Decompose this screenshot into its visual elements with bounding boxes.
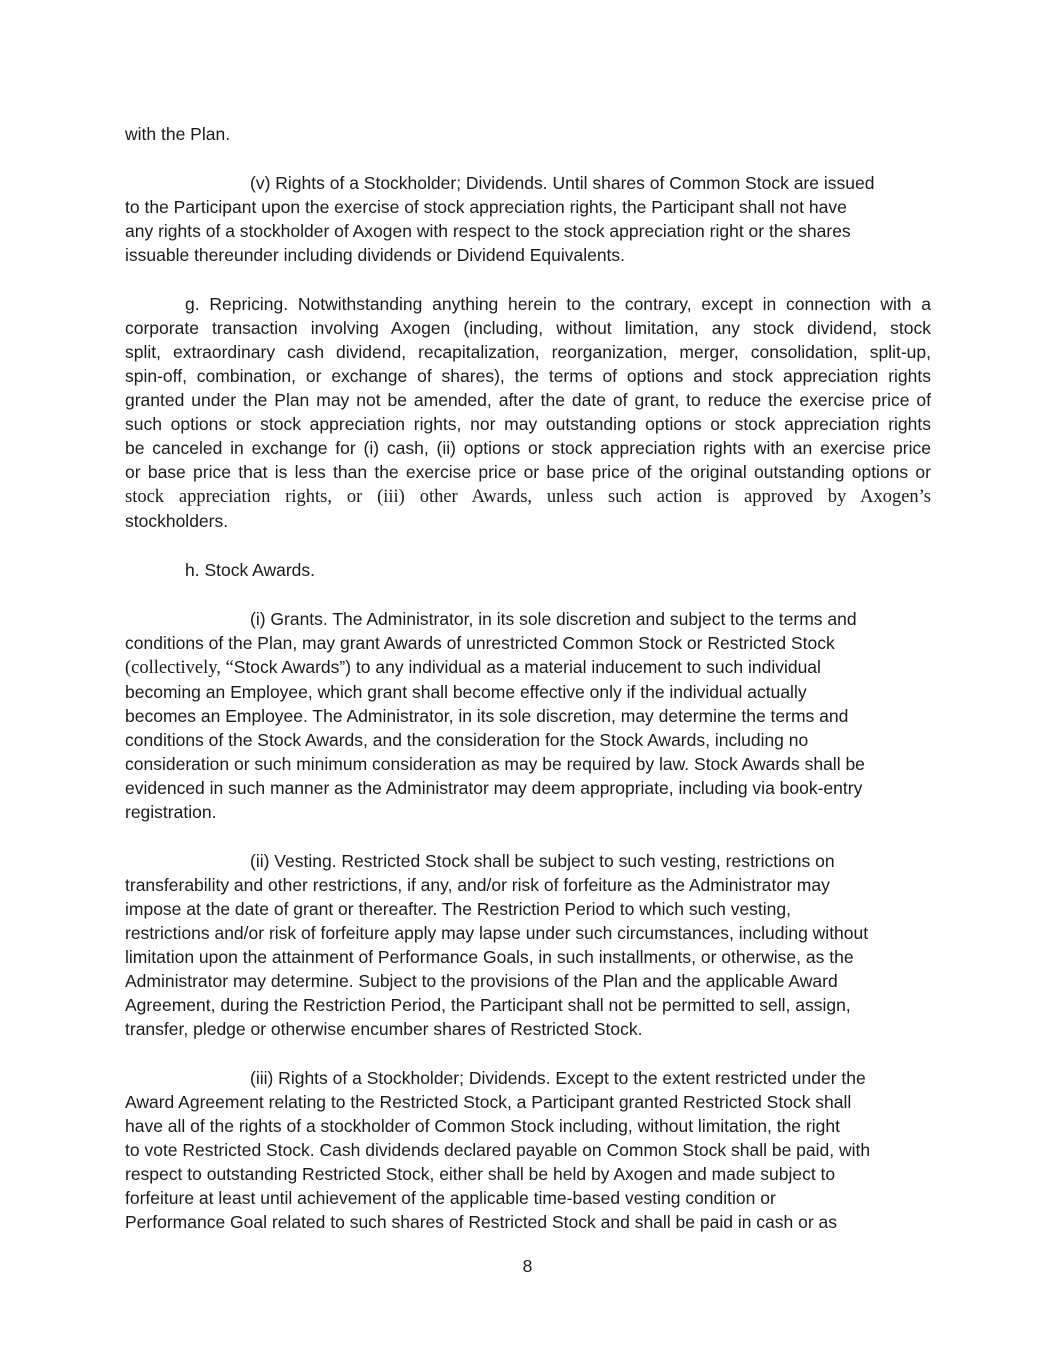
text-run: g. Repricing. Notwithstanding anything herein to the contrary, except in connection with a: [185, 294, 931, 314]
text-line: [125, 122, 931, 146]
text-run: be canceled in exchange for (i) cash, (ii) options or stock appreciation rights with an exercise price: [125, 438, 931, 458]
text-run: impose at the date of grant or thereafter. The Restriction Period to which such vesting,: [125, 899, 792, 919]
text-line: [125, 680, 931, 704]
text-run: Agreement, during the Restriction Period, the Participant shall not be permitted to sell, assign,: [125, 995, 851, 1015]
text-line: [125, 1186, 931, 1210]
text-run: transfer, pledge or otherwise encumber shares of Restricted Stock.: [125, 1019, 643, 1039]
text-run: such options or stock appreciation rights, nor may outstanding options or stock appreciation rights: [125, 414, 931, 434]
paragraph: [125, 171, 931, 267]
text-run: Administrator may determine. Subject to the provisions of the Plan and the applicable Award: [125, 971, 838, 991]
text-line: [125, 873, 931, 897]
text-line: [125, 849, 931, 873]
text-line: [125, 752, 931, 776]
text-line: [125, 388, 931, 412]
paragraph: [125, 292, 931, 533]
text-line: [125, 631, 931, 655]
text-line: [125, 195, 931, 219]
paragraph: [125, 122, 931, 146]
text-line: [125, 1090, 931, 1114]
text-run: consideration or such minimum consideration as may be required by law. Stock Awards shall be: [125, 754, 865, 774]
text-run: to the Participant upon the exercise of stock appreciation rights, the Participant shall not have: [125, 197, 847, 217]
text-run: (ii) Vesting. Restricted Stock shall be subject to such vesting, restrictions on: [250, 851, 835, 871]
document-body: [125, 122, 931, 1234]
text-line: [125, 1162, 931, 1186]
text-line: [125, 704, 931, 728]
paragraph: [125, 849, 931, 1041]
text-line: [125, 219, 931, 243]
text-line: [125, 969, 931, 993]
text-line: [125, 436, 931, 460]
text-line: [125, 728, 931, 752]
text-run: (iii) Rights of a Stockholder; Dividends. Except to the extent restricted under the: [250, 1068, 866, 1088]
text-run: Stock Awards”) to any individual as a material inducement to such individual: [233, 657, 821, 677]
text-run: (i) Grants. The Administrator, in its sole discretion and subject to the terms and: [250, 609, 857, 629]
text-line: [125, 1138, 931, 1162]
text-line: [125, 800, 931, 824]
text-line: [125, 509, 931, 533]
text-run: conditions of the Stock Awards, and the consideration for the Stock Awards, including no: [125, 730, 809, 750]
text-line: [125, 171, 931, 195]
text-line: [125, 1210, 931, 1234]
text-run: Award Agreement relating to the Restricted Stock, a Participant granted Restricted Stock shall: [125, 1092, 852, 1112]
text-line: [125, 993, 931, 1017]
text-line: [125, 558, 931, 582]
text-line: [125, 484, 931, 509]
text-line: [125, 1114, 931, 1138]
serif-text-run: stock appreciation rights, or (iii) other Awards, unless such action is approved by Axogen’s: [125, 487, 931, 507]
text-run: any rights of a stockholder of Axogen with respect to the stock appreciation right or the shares: [125, 221, 851, 241]
text-run: (v) Rights of a Stockholder; Dividends. Until shares of Common Stock are issued: [250, 173, 875, 193]
text-line: [125, 364, 931, 388]
text-run: registration.: [125, 802, 217, 822]
paragraph: [125, 558, 931, 582]
text-run: becomes an Employee. The Administrator, in its sole discretion, may determine the terms and: [125, 706, 849, 726]
text-line: [125, 607, 931, 631]
text-line: [125, 945, 931, 969]
text-run: split, extraordinary cash dividend, recapitalization, reorganization, merger, consolidation, split-up,: [125, 342, 931, 362]
text-run: spin-off, combination, or exchange of shares), the terms of options and stock appreciation rights: [125, 366, 931, 386]
text-line: [125, 921, 931, 945]
text-line: [125, 776, 931, 800]
text-run: forfeiture at least until achievement of the applicable time-based vesting condition or: [125, 1188, 776, 1208]
text-line: [125, 292, 931, 316]
text-line: [125, 243, 931, 267]
text-run: limitation upon the attainment of Performance Goals, in such installments, or otherwise, as the: [125, 947, 854, 967]
text-line: [125, 316, 931, 340]
text-run: to vote Restricted Stock. Cash dividends declared payable on Common Stock shall be paid, with: [125, 1140, 871, 1160]
text-run: restrictions and/or risk of forfeiture apply may lapse under such circumstances, including without: [125, 923, 869, 943]
text-run: Performance Goal related to such shares of Restricted Stock and shall be paid in cash or as: [125, 1212, 838, 1232]
paragraph: [125, 1066, 931, 1234]
text-run: stockholders.: [125, 511, 229, 531]
text-line: [125, 460, 931, 484]
text-run: or base price that is less than the exercise price or base price of the original outstanding options or: [125, 462, 931, 482]
text-run: granted under the Plan may not be amended, after the date of grant, to reduce the exercise price of: [125, 390, 931, 410]
text-run: corporate transaction involving Axogen (including, without limitation, any stock dividend, stock: [125, 318, 931, 338]
text-line: [125, 1066, 931, 1090]
text-line: [125, 340, 931, 364]
text-line: [125, 897, 931, 921]
serif-text-run: (collectively, “: [125, 658, 234, 678]
text-run: respect to outstanding Restricted Stock, either shall be held by Axogen and made subject to: [125, 1164, 836, 1184]
text-line: [125, 1017, 931, 1041]
text-run: with the Plan.: [125, 124, 231, 144]
text-run: issuable thereunder including dividends or Dividend Equivalents.: [125, 245, 626, 265]
text-run: have all of the rights of a stockholder of Common Stock including, without limitation, the right: [125, 1116, 840, 1136]
text-run: conditions of the Plan, may grant Awards of unrestricted Common Stock or Restricted Stock: [125, 633, 835, 653]
text-run: transferability and other restrictions, if any, and/or risk of forfeiture as the Administrator may: [125, 875, 830, 895]
text-run: becoming an Employee, which grant shall become effective only if the individual actually: [125, 682, 807, 702]
text-run: h. Stock Awards.: [185, 560, 316, 580]
text-line: [125, 412, 931, 436]
paragraph: [125, 607, 931, 824]
text-run: evidenced in such manner as the Administrator may deem appropriate, including via book-entry: [125, 778, 863, 798]
page-number: 8: [522, 1256, 533, 1276]
text-line: [125, 655, 931, 680]
